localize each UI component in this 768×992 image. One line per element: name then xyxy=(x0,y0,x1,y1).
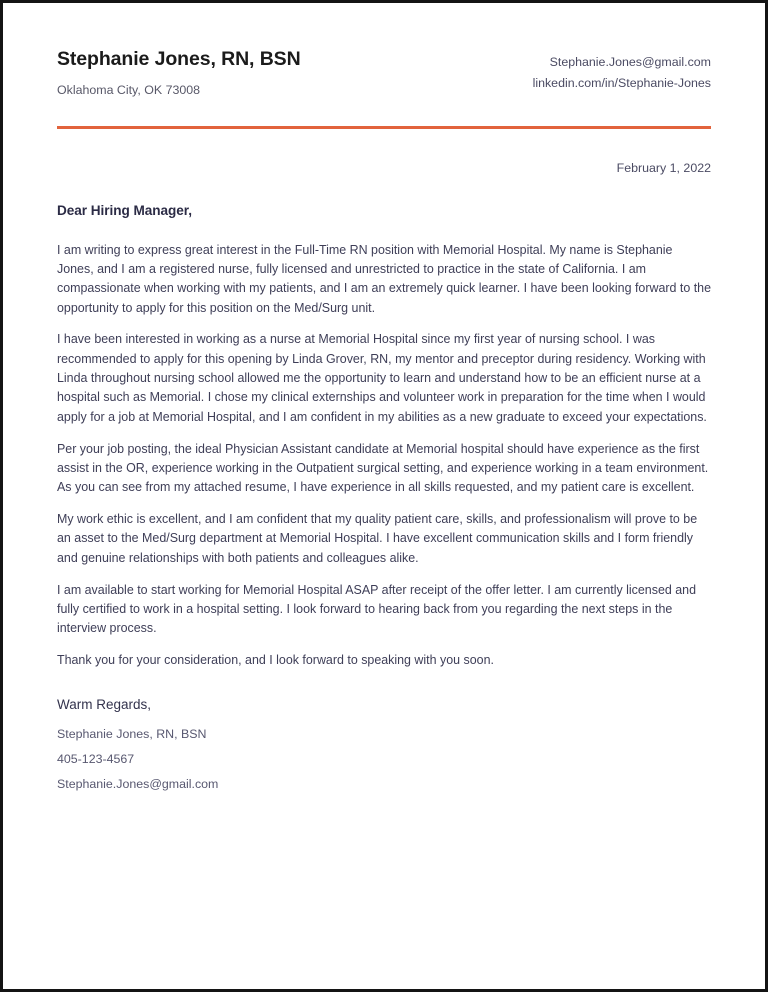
closing-block xyxy=(57,696,711,793)
signature-phone[interactable]: 405-123-4567 xyxy=(57,751,135,766)
signature-email[interactable]: Stephanie.Jones@gmail.com xyxy=(57,776,219,791)
letter-header xyxy=(57,47,711,99)
body-paragraph: I have been interested in working as a nurse at Memorial Hospital since my first year of nursing school. I was recommended to apply for this opening by Linda Grover, RN, my mentor and preceptor during residency. Working with Linda throughout nursing school allowed me the opportunity to learn and understand how to be an efficient nurse at a hospital such as Memorial. I chose my clinical externships and volunteer work in preparation for the time when I would apply for a job at Memorial Hospital, and I am confident in my abilities as a new graduate to exceed your expectations. xyxy=(57,332,707,424)
letter-date: February 1, 2022 xyxy=(616,160,711,175)
letter-body xyxy=(57,241,711,671)
contact-linkedin[interactable]: linkedin.com/in/Stephanie-Jones xyxy=(532,76,711,91)
candidate-name: Stephanie Jones, RN, BSN xyxy=(57,48,301,70)
salutation: Dear Hiring Manager, xyxy=(57,202,192,218)
contact-block xyxy=(533,47,711,95)
header-divider xyxy=(57,126,711,129)
signature-name: Stephanie Jones, RN, BSN xyxy=(57,727,207,742)
identity-block xyxy=(57,47,301,99)
candidate-location: Oklahoma City, OK 73008 xyxy=(57,83,201,98)
closing-salutation: Warm Regards, xyxy=(57,696,152,712)
body-paragraph: Per your job posting, the ideal Physician Assistant candidate at Memorial hospital should have experience as the first assist in the OR, experience working in the Outpatient surgical setting, and experience working in a team environment. As you can see from my attached resume, I have experience in all skills requested, and my patient care is excellent. xyxy=(57,441,709,495)
body-paragraph: I am available to start working for Memorial Hospital ASAP after receipt of the offer letter. I am currently licensed and fully certified to work in a hospital setting. I look forward to hearing back from you regarding the next steps in the interview process. xyxy=(57,582,696,636)
body-paragraph: I am writing to express great interest in the Full-Time RN position with Memorial Hospital. My name is Stephanie Jones, and I am a registered nurse, fully licensed and unrestricted to practice in the state of California. I am compassionate when working with my patients, and I am an extremely quick learner. I have been looking forward to the opportunity to apply for this position on the Med/Surg unit. xyxy=(57,242,712,315)
contact-email[interactable]: Stephanie.Jones@gmail.com xyxy=(549,55,711,69)
body-paragraph: My work ethic is excellent, and I am confident that my quality patient care, skills, and professionalism will prove to be an asset to the Med/Surg department at Memorial Hospital. I have excellent communication skills and I form friendly and genuine relationships with both patients and colleagues alike. xyxy=(57,512,698,565)
body-paragraph: Thank you for your consideration, and I look forward to speaking with you soon. xyxy=(57,653,494,668)
